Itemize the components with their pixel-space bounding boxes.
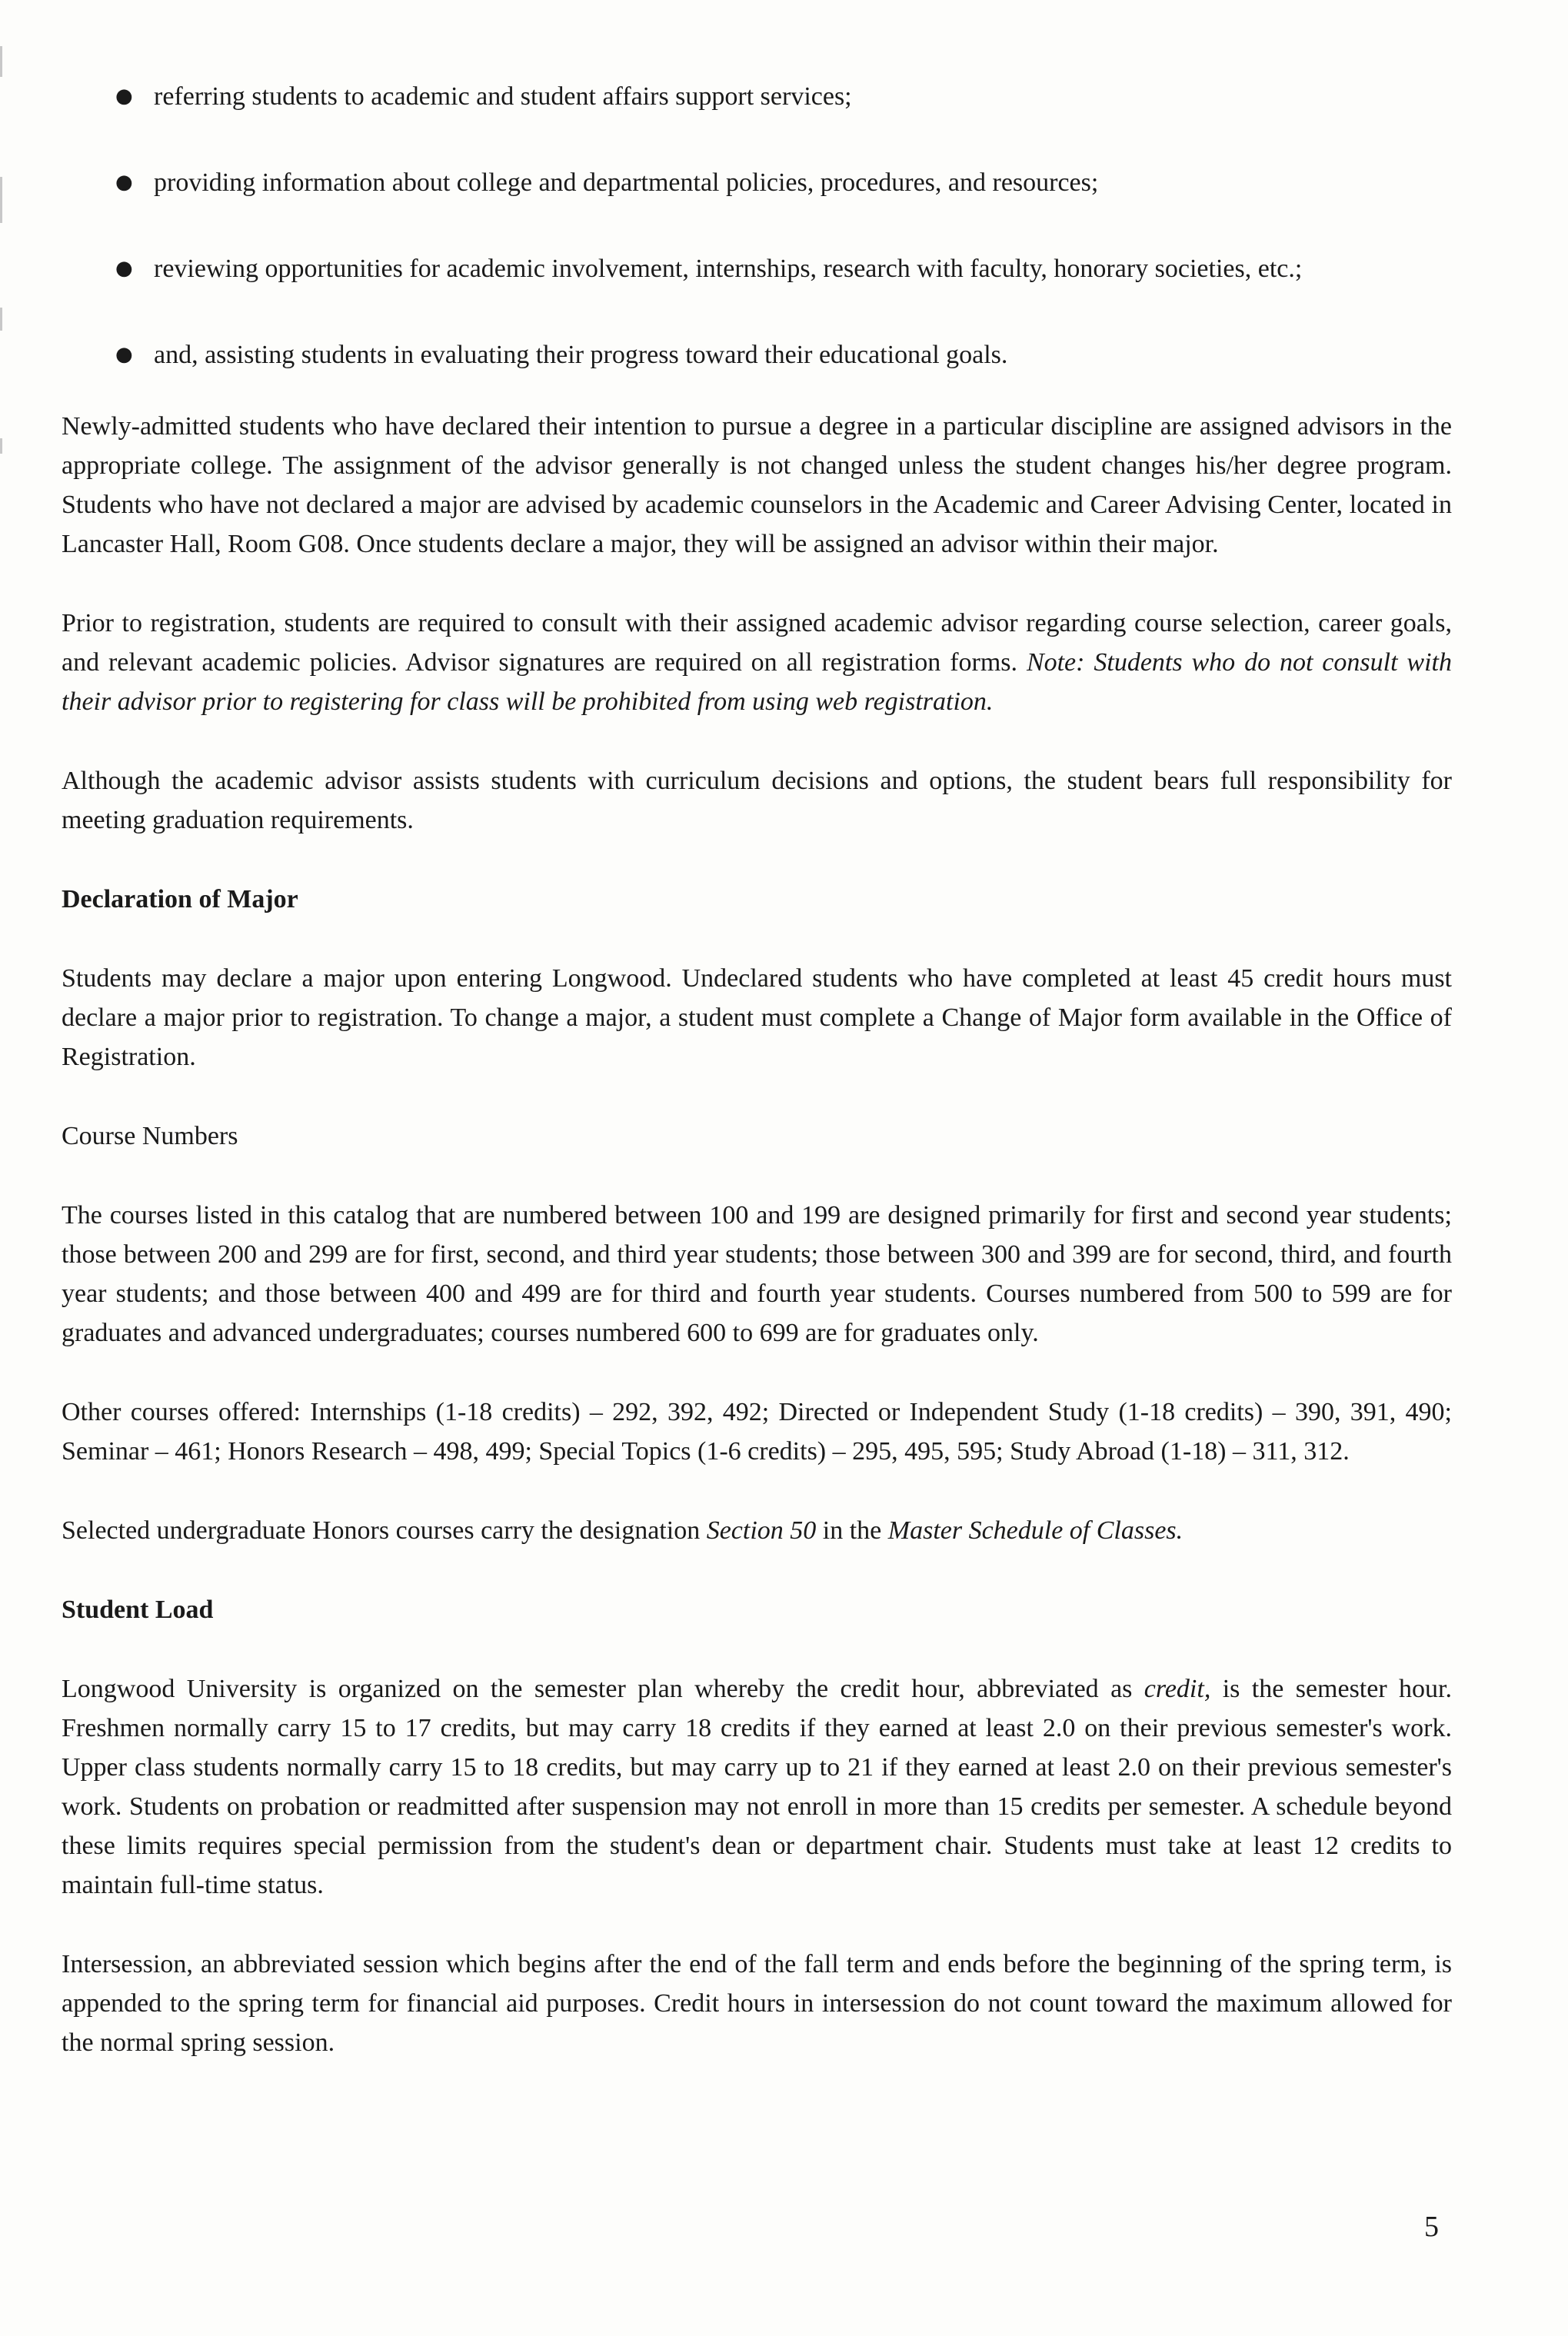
list-item <box>62 249 1452 288</box>
registration-text: Prior to registration, students are required to consult with their assigned academic advisor regarding course selection, career goals, and relevant academic policies. Advisor signatures are required on all registration forms. <box>62 609 1452 677</box>
scan-edge-mark <box>0 46 2 77</box>
course-numbers-other: Other courses offered: Internships (1-18 credits) – 292, 392, 492; Directed or Independent Study (1-18 credits) – 390, 391, 490; Seminar – 461; Honors Research – 498, 499; Special Topics (1-6 credits) – 295, 495, 595; Study Abroad (1-18) – 311, 312. <box>62 1398 1452 1466</box>
list-item-text: providing information about college and departmental policies, procedures, and resources; <box>154 168 1099 197</box>
credit-term: credit, <box>1144 1675 1211 1703</box>
bullet-icon: ● <box>115 85 133 108</box>
course-numbers-honors <box>62 1511 1452 1550</box>
advisor-duties-list <box>62 77 1452 374</box>
student-load-heading: Student Load <box>62 1596 214 1624</box>
honors-text: Selected undergraduate Honors courses carry the designation <box>62 1516 701 1545</box>
page-content <box>62 77 1452 2102</box>
student-load-intersession: Intersession, an abbreviated session which begins after the end of the fall term and ends before the beginning of the spring term, is appended to the spring term for financial aid purposes. Credit hours in intersession do not count toward the maximum allowed for the normal spring session. <box>62 1950 1452 2057</box>
scan-edge-mark <box>0 308 2 331</box>
scan-edge-mark <box>0 177 2 223</box>
honors-text-middle: in the <box>822 1516 882 1545</box>
advising-paragraph-registration <box>62 604 1452 721</box>
course-numbers-levels: The courses listed in this catalog that are numbered between 100 and 199 are designed primarily for first and second year students; those between 200 and 299 are for first, second, and third year students; those between 300 and 399 are for second, third, and fourth year students; and those between 400 and 499 are for third and fourth year students. Courses numbered from 500 to 599 are for graduates and advanced undergraduates; courses numbered 600 to 699 are for graduates only. <box>62 1201 1452 1347</box>
master-schedule-title: Master Schedule of Classes. <box>887 1516 1183 1545</box>
page-number: 5 <box>1424 2211 1439 2243</box>
course-numbers-heading: Course Numbers <box>62 1122 238 1150</box>
student-load-semester-plan <box>62 1669 1452 1905</box>
list-item-text: and, assisting students in evaluating their progress toward their educational goals. <box>154 341 1008 369</box>
student-load-text-rest: is the semester hour. Freshmen normally carry 15 to 17 credits, but may carry 18 credits if they earned at least 2.0 on their previous semester's work. Upper class students normally carry 15 to 18 credits, but may carry up to 21 if they earned at least 2.0 on their previous semester's work. Students on probation or readmitted after suspension may not enroll in more than 15 credits per semester. A schedule beyond these limits requires special permission from the student's dean or department chair. Students must take at least 12 credits to maintain full-time status. <box>62 1675 1452 1899</box>
advising-paragraph-responsibility: Although the academic advisor assists students with curriculum decisions and options, the student bears full responsibility for meeting graduation requirements. <box>62 767 1452 834</box>
declaration-of-major-heading: Declaration of Major <box>62 885 298 913</box>
honors-section-designation: Section 50 <box>706 1516 817 1545</box>
registration-note: Note: Students who do not consult with their advisor prior to registering for class will be prohibited from using web registration. <box>62 648 1452 716</box>
list-item-text: reviewing opportunities for academic involvement, internships, research with faculty, honorary societies, etc.; <box>154 255 1303 283</box>
declaration-of-major-text: Students may declare a major upon entering Longwood. Undeclared students who have completed at least 45 credit hours must declare a major prior to registration. To change a major, a student must complete a Change of Major form available in the Office of Registration. <box>62 964 1452 1071</box>
list-item <box>62 77 1452 116</box>
bullet-icon: ● <box>115 171 133 194</box>
student-load-text: Longwood University is organized on the semester plan whereby the credit hour, abbreviated as <box>62 1675 1133 1703</box>
list-item <box>62 335 1452 374</box>
bullet-icon: ● <box>115 257 133 280</box>
bullet-icon: ● <box>115 343 133 366</box>
list-item-text: referring students to academic and student affairs support services; <box>154 82 852 111</box>
advising-paragraph-assignment: Newly-admitted students who have declared their intention to pursue a degree in a particular discipline are assigned advisors in the appropriate college. The assignment of the advisor generally is not changed unless the student changes his/her degree program. Students who have not declared a major are advised by academic counselors in the Academic and Career Advising Center, located in Lancaster Hall, Room G08. Once students declare a major, they will be assigned an advisor within their major. <box>62 412 1452 558</box>
list-item <box>62 163 1452 202</box>
scan-edge-mark <box>0 438 2 454</box>
